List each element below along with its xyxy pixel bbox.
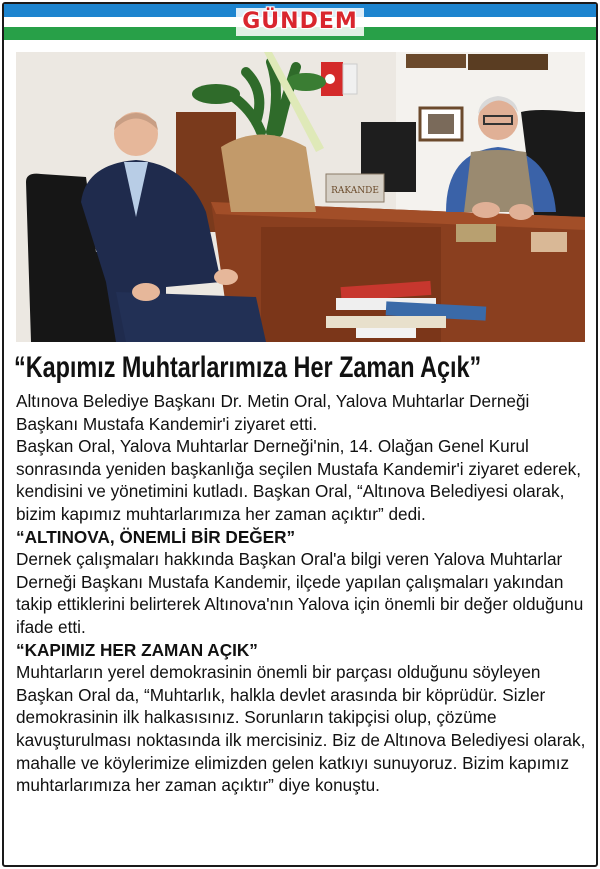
paragraph-visit: Başkan Oral, Yalova Muhtarlar Derneği'nin, 14. Olağan Genel Kurul sonrasında yeniden başkanlığa seçilen Mustafa Kandemir'i ziyaret ederek, kendisini ve yönetimini kutladı. Başkan Oral, “Altınova Belediyesi olarak, bizim kapımız muhtarlarımıza her zaman açıktır” dedi. [16, 436, 582, 524]
desk-sign-text: RAKANDE [331, 186, 379, 196]
paragraph-intro: Altınova Belediye Başkanı Dr. Metin Oral, Yalova Muhtarlar Derneği Başkanı Mustafa Kandemir'i ziyaret etti. [16, 391, 530, 434]
subheading-door-open: “KAPIMIZ HER ZAMAN AÇIK” [16, 639, 258, 660]
paragraph-association: Dernek çalışmaları hakkında Başkan Oral'a bilgi veren Yalova Muhtarlar Derneği Başkanı Mustafa Kandemir, ilçede yapılan çalışmaları yakından takip ettiklerini belirterek Altınova'nın Yalova için önemli bir değer olduğunu ifade etti. [16, 549, 584, 637]
subheading-altinova: “ALTINOVA, ÖNEMLİ BİR DEĞER” [16, 526, 296, 547]
paragraph-quote: Muhtarların yerel demokrasinin önemli bir parçası olduğunu söyleyen Başkan Oral da, “Muhtarlık, halkla devlet arasında bir köprüdür. Sizler demokrasinin ilk halkasısınız. Sorunların takipçisi olup, çözüme kavuşturulması noktasında ilk mercisiniz. Biz de Altınova Belediyesi olarak, mahalle ve köylerimize elimizden gelen katkıyı sunuyoruz. Bizim kapımız muhtarlarımıza her zaman açıktır” diye konuştu. [16, 662, 586, 796]
office-meeting-illustration [16, 52, 585, 342]
headline: “Kapımız Muhtarlarımıza Her Zaman Açık” [14, 351, 482, 384]
section-banner [4, 4, 596, 40]
article-body [16, 390, 588, 797]
section-title: GÜNDEM [236, 8, 364, 36]
news-photo [16, 52, 585, 342]
